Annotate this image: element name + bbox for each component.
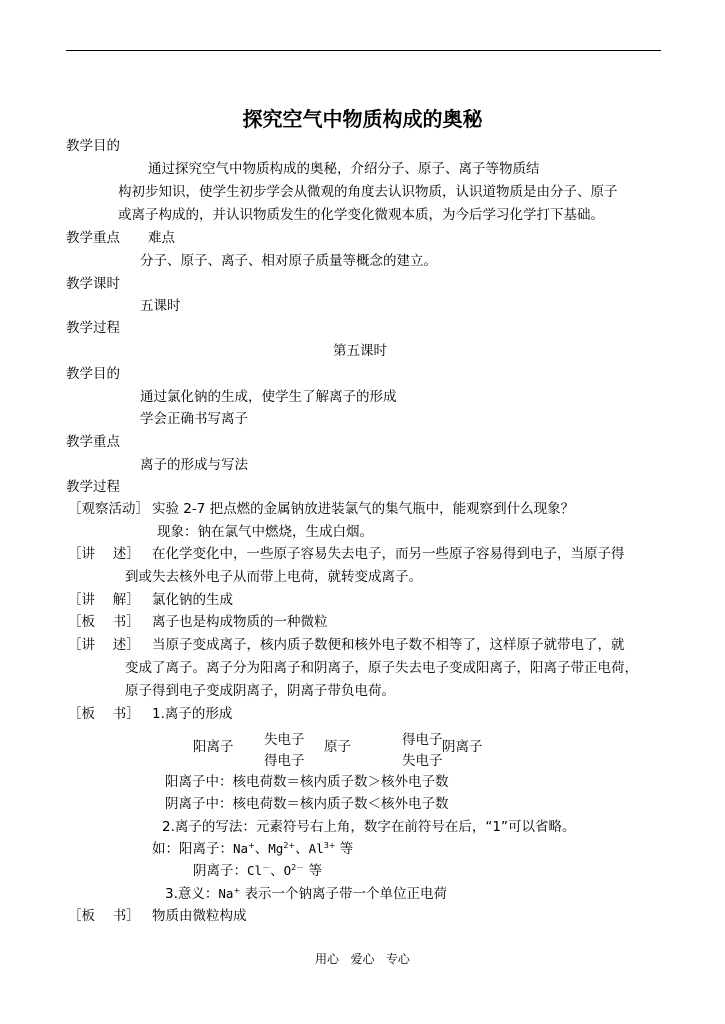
boardwrite-2-text: 物质由微粒构成: [152, 908, 247, 924]
purpose-line-3: 或离子构成的，并认识物质发生的化学变化微观本质，为今后学习化学打下基础。: [118, 207, 604, 223]
chloride-charge: －: [262, 863, 271, 872]
header-rule: [66, 50, 661, 51]
diagram-lose-electron-bottom: 失电子: [402, 753, 443, 769]
observation-tag: ［观察活动］: [68, 501, 149, 517]
explain-tag: ［讲 解］: [68, 592, 140, 608]
anion-rule: 阴离子中：核电荷数＝核内质子数＜核外电子数: [165, 796, 449, 812]
diagram-atom-label: 原子: [324, 739, 351, 755]
meaning-prefix: 3.意义：: [165, 886, 219, 902]
lecture1-line-2: 到或失去核外电子从而带上电荷，就转变成离子。: [125, 569, 422, 585]
boardwrite-tag-1: ［板 书］: [68, 706, 140, 722]
explain-text: 氯化钠的生成: [152, 592, 233, 608]
board-text: 离子也是构成物质的一种微粒: [152, 614, 328, 630]
document-title: 探究空气中物质构成的奥秘: [242, 107, 483, 131]
magnesium-charge: 2+: [283, 841, 296, 850]
anion-examples-suffix: 等: [304, 863, 322, 879]
cation-rule: 阳离子中：核电荷数＝核内质子数＞核外电子数: [165, 774, 449, 790]
separator-3: 、: [270, 863, 284, 879]
purpose-line-1: 通过探究空气中物质构成的奥秘，介绍分子、原子、离子等物质结: [148, 161, 540, 177]
observation-text: 实验 2-7 把点燃的金属钠放进装氯气的集气瓶中，能观察到什么现象？: [152, 501, 575, 517]
cation-examples-prefix: 如：阳离子：: [152, 841, 233, 857]
purpose2-line-1: 通过氯化钠的生成，使学生了解离子的形成: [140, 389, 397, 405]
lecture2-line-2: 变成了离子。离子分为阳离子和阴离子，原子失去电子变成阳离子，阳离子带正电荷，: [125, 660, 638, 676]
diagram-lose-electron-top: 失电子: [264, 732, 305, 748]
anion-examples-prefix: 阴离子：: [193, 863, 247, 879]
heading-teaching-process: 教学过程: [66, 320, 120, 336]
heading-class-hours: 教学课时: [66, 276, 120, 292]
diagram-gain-electron-top: 得电子: [402, 732, 443, 748]
board-tag: ［板 书］: [68, 614, 140, 630]
observation-result: 现象：钠在氯气中燃烧，生成白烟。: [157, 524, 373, 540]
lecture-tag-1: ［讲 述］: [68, 546, 140, 562]
heading-difficulty: 难点: [148, 230, 175, 246]
separator-2: 、: [295, 841, 309, 857]
heading-teaching-process-2: 教学过程: [66, 479, 120, 495]
boardwrite-1-text: 1.离子的形成: [152, 706, 233, 722]
heading-teaching-purpose: 教学目的: [66, 138, 120, 154]
hours-text: 五课时: [140, 298, 181, 314]
diagram-anion-label: 阴离子: [442, 739, 483, 755]
meaning-sodium-charge: +: [233, 886, 241, 895]
oxide-symbol: O: [283, 863, 292, 878]
lecture2-line-3: 原子得到电子变成阴离子，阴离子带负电荷。: [125, 683, 395, 699]
magnesium-symbol: Mg: [268, 841, 284, 856]
aluminium-charge: 3+: [323, 841, 336, 850]
lecture2-line-1: 当原子变成离子，核内质子数便和核外电子数不相等了，这样原子就带电了，就: [152, 637, 625, 653]
sodium-symbol: Na: [233, 841, 249, 856]
cation-examples: [152, 840, 353, 858]
lesson-title: 第五课时: [333, 343, 387, 359]
cation-examples-suffix: 等: [335, 841, 354, 857]
heading-teaching-purpose-2: 教学目的: [66, 366, 120, 382]
boardwrite-tag-2: ［板 书］: [68, 908, 140, 924]
focus-text: 分子、原子、离子、相对原子质量等概念的建立。: [140, 253, 437, 269]
purpose2-line-2: 学会正确书写离子: [140, 411, 248, 427]
ion-writing-rule: 2.离子的写法：元素符号右上角，数字在前符号在后，“1”可以省略。: [162, 819, 576, 835]
meaning-sodium-symbol: Na: [218, 886, 234, 901]
oxide-charge: 2－: [291, 863, 305, 872]
focus2-text: 离子的形成与写法: [140, 457, 248, 473]
heading-teaching-focus: 教学重点: [66, 230, 120, 246]
anion-examples: [193, 862, 322, 880]
purpose-line-2: 构初步知识，使学生初步学会从微观的角度去认识物质，认识道物质是由分子、原子: [118, 184, 618, 200]
meaning-suffix: 表示一个钠离子带一个单位正电荷: [240, 886, 447, 902]
lecture-tag-2: ［讲 述］: [68, 637, 140, 653]
aluminium-symbol: Al: [308, 841, 324, 856]
chloride-symbol: Cl: [247, 863, 263, 878]
diagram-gain-electron-bottom: 得电子: [264, 753, 305, 769]
lecture1-line-1: 在化学变化中，一些原子容易失去电子，而另一些原子容易得到电子，当原子得: [152, 546, 625, 562]
diagram-cation-label: 阳离子: [193, 739, 234, 755]
ion-meaning: [165, 885, 447, 903]
page-footer: 用心 爱心 专心: [315, 952, 410, 966]
separator-1: 、: [254, 841, 269, 857]
heading-teaching-focus-2: 教学重点: [66, 434, 120, 450]
sodium-charge: +: [248, 841, 255, 850]
